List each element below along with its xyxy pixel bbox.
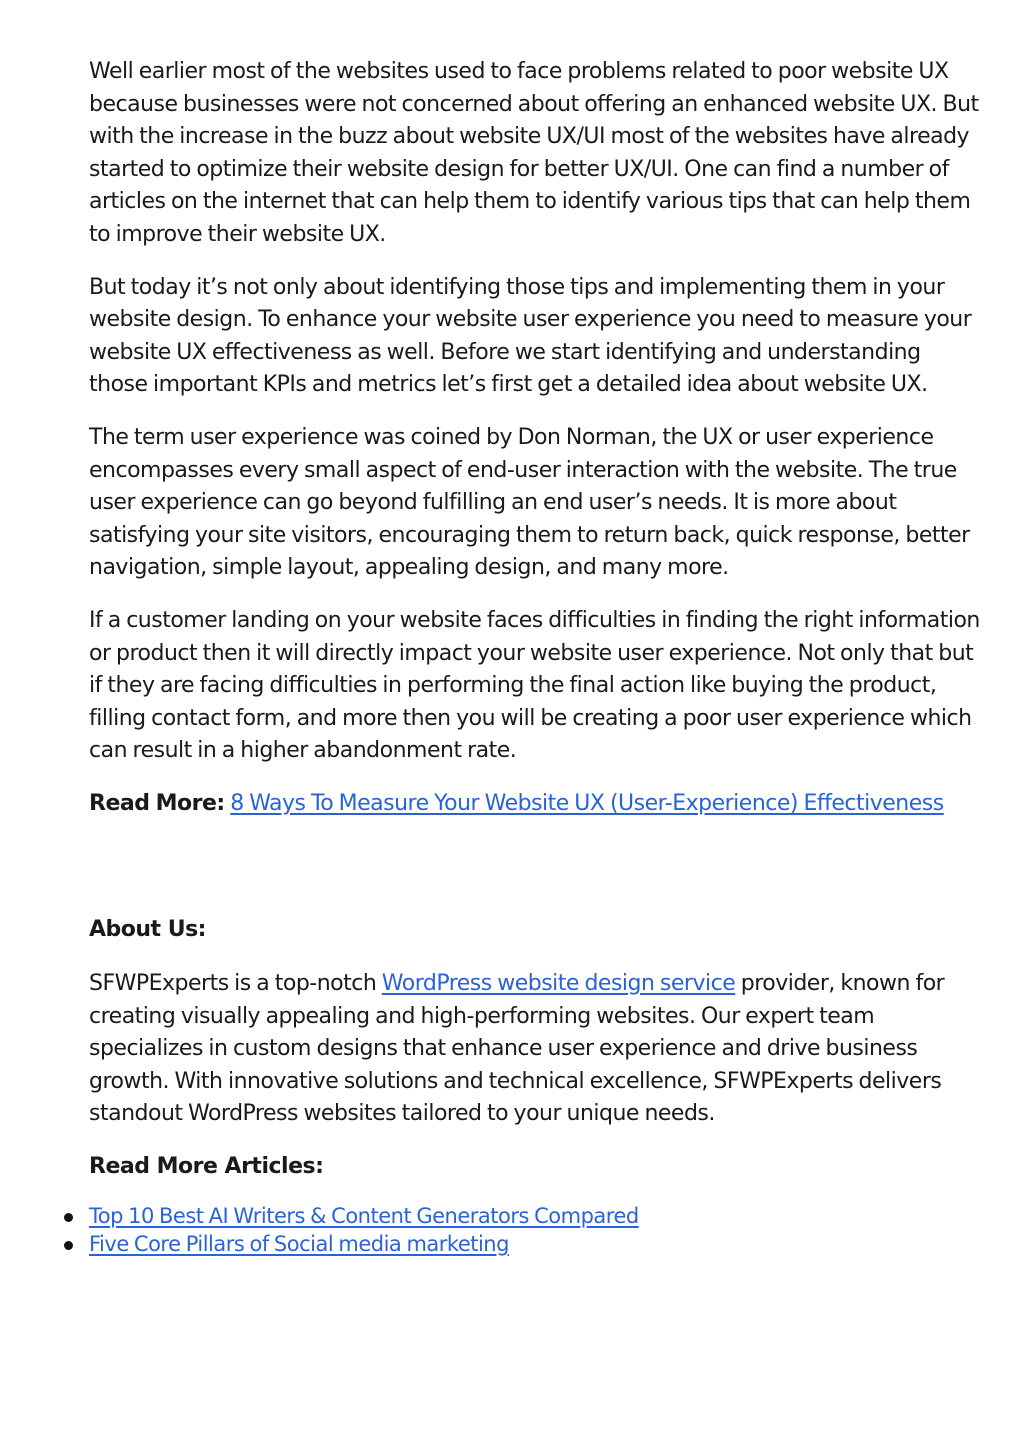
wordpress-design-service-link[interactable]: WordPress website design service <box>381 971 736 997</box>
about-heading: About Us: <box>89 917 206 943</box>
read-more-line <box>89 788 981 821</box>
read-more-label: Read More: <box>89 790 225 816</box>
articles-list <box>89 1202 981 1259</box>
bullet-icon <box>64 1241 73 1250</box>
document-page <box>89 56 981 1259</box>
list-item <box>89 1202 981 1231</box>
user-experience-definition-paragraph: The term user experience was coined by Don Norman, the UX or user experience encompasses every small aspect of end-user interaction with the website. The true user experience can go beyond fulfilling an end user’s needs. It is more about satisfying your site visitors, encouraging them to return back, quick response, better navigation, simple layout, appealing design, and many more. <box>89 424 970 581</box>
abandonment-paragraph: If a customer landing on your website faces difficulties in finding the right information or product then it will directly impact your website user experience. Not only that but if they are facing difficulties in performing the final action like buying the product, filling contact form, and more then you will be creating a poor user experience which can result in a higher abandonment rate. <box>89 607 980 764</box>
measure-ux-paragraph: But today it’s not only about identifying those tips and implementing them in your website design. To enhance your website user experience you need to measure your website UX effectiveness as well. Before we start identifying and understanding those important KPIs and metrics let’s first get a detailed idea about website UX. <box>89 274 972 398</box>
intro-paragraph: Well earlier most of the websites used to face problems related to poor website UX because businesses were not concerned about offering an enhanced website UX. But with the increase in the buzz about website UX/UI most of the websites have already started to optimize their website design for better UX/UI. One can find a number of articles on the internet that can help them to identify various tips that can help them to improve their website UX. <box>89 59 979 247</box>
article-link-ai-writers[interactable]: Top 10 Best AI Writers & Content Generators Compared <box>89 1203 639 1228</box>
about-paragraph <box>89 968 981 1131</box>
read-more-link[interactable]: 8 Ways To Measure Your Website UX (User-Experience) Effectiveness <box>230 790 944 816</box>
read-more-articles-heading: Read More Articles: <box>89 1154 324 1180</box>
bullet-icon <box>64 1213 73 1222</box>
article-link-social-media[interactable]: Five Core Pillars of Social media marketing <box>89 1232 509 1257</box>
section-spacer <box>89 840 981 914</box>
about-text-before: SFWPExperts is a top-notch <box>89 971 382 997</box>
about-text-after: provider, known for creating visually appealing and high-performing websites. Our expert team specializes in custom designs that enhance user experience and drive business growth. With innovative solutions and technical excellence, SFWPExperts delivers standout WordPress websites tailored to your unique needs. <box>89 971 945 1127</box>
list-item <box>89 1230 981 1259</box>
